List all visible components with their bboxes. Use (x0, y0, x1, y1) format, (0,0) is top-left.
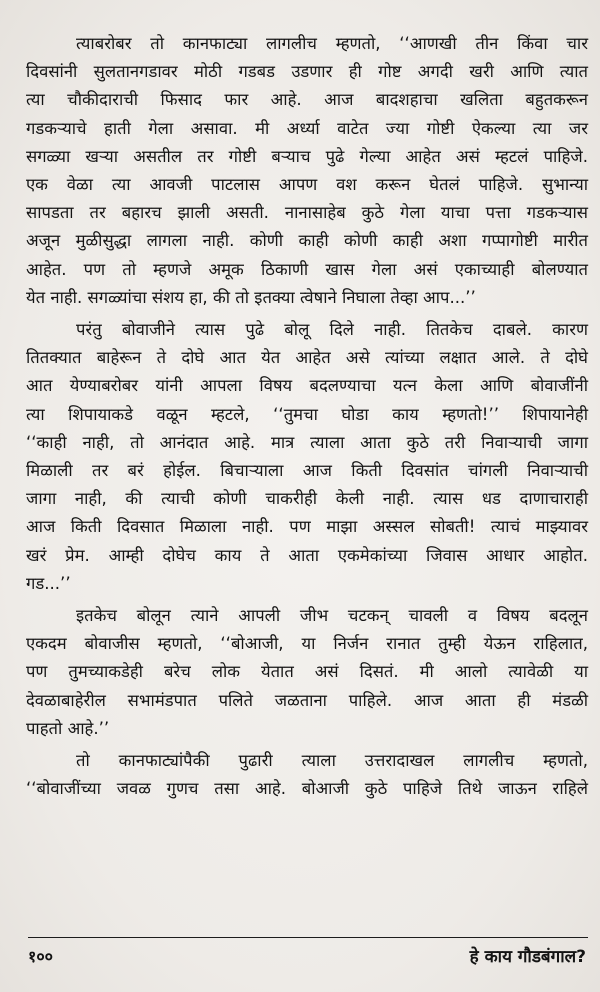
text-line: एकदम बोवाजीस म्हणतो, ‘‘बोआजी, या निर्जन रानात तुम्ही येऊन राहिलात, (26, 634, 588, 654)
text-line: ‘‘काही नाही, तो आनंदात आहे. मात्र त्याला आता कुठे तरी निवाऱ्याची जागा (26, 432, 588, 452)
text-line: मिळाली तर बरं होईल. बिचाऱ्याला आज किती दिवसांत चांगली निवाऱ्याची (26, 461, 588, 481)
paragraph-1 (26, 30, 588, 312)
text-line: सापडता तर बहारच झाली असती. नानासाहेब कुठे गेला याचा पत्ता गडकऱ्यास (26, 203, 588, 223)
text-line: अजून मुळीसुद्धा लागला नाही. कोणी काही कोणी काही अशा गप्पागोष्टी मारीत (26, 231, 588, 251)
text-line: गड...’’ (26, 573, 71, 593)
text-line: ‘‘बोवाजींच्या जवळ गुणच तसा आहे. बोआजी कुठे पाहिजे तिथे जाऊन राहिले (26, 779, 588, 799)
footer-divider (28, 937, 588, 938)
text-line: तो कानफाट्यांपैकी पुढारी त्याला उत्तरादाखल लागलीच म्हणतो, (76, 751, 588, 771)
running-footer-title: हे काय गौडबंगाल? (469, 947, 586, 967)
text-line: येत नाही. सगळ्यांचा संशय हा, की तो इतक्या त्वेषाने निघाला तेव्हा आप...’’ (26, 287, 476, 307)
text-line: सगळ्या खऱ्या असतील तर गोष्टी बऱ्याच पुढे गेल्या आहेत असं म्हटलं पाहिजे. (26, 146, 588, 166)
paragraph-3 (26, 602, 588, 743)
text-line: पण तुमच्याकडेही बरेच लोक येतात असं दिसतं. मी आलो त्यावेळी या (26, 662, 588, 682)
text-line: आत येण्याबरोबर यांनी आपला विषय बदलण्याचा यत्न केला आणि बोवाजींनी (26, 376, 588, 396)
text-line: त्या शिपायाकडे वळून म्हटले, ‘‘तुमचा घोडा काय म्हणतो!’’ शिपायानेही (26, 404, 588, 424)
text-line: एक वेळा त्या आवजी पाटलास आपण वश करून घेतलं पाहिजे. सुभान्या (26, 175, 588, 195)
text-line: गडकऱ्याचे हाती गेला असावा. मी अर्ध्या वाटेत ज्या गोष्टी ऐकल्या त्या जर (26, 118, 588, 138)
paragraph-2 (26, 316, 588, 598)
text-line: जागा नाही, की त्याची कोणी चाकरीही केली नाही. त्यास धड दाणाचाराही (26, 489, 588, 509)
text-line: दिवसांनी सुलतानगडावर मोठी गडबड उडणार ही गोष्ट अगदी खरी आणि त्यात (26, 62, 588, 82)
page-number: १०० (28, 947, 53, 966)
text-line: खरं प्रेम. आम्ही दोघेच काय ते आता एकमेकांच्या जिवास आधार आहोत. (26, 545, 588, 565)
text-line: आहेत. पण तो म्हणजे अमूक ठिकाणी खास गेला असं एकाच्याही बोलण्यात (26, 259, 588, 279)
text-line: त्याबरोबर तो कानफाट्या लागलीच म्हणतो, ‘‘आणखी तीन किंवा चार (76, 34, 588, 53)
text-line: पाहतो आहे.’’ (26, 718, 110, 738)
text-line: आज किती दिवसात मिळाला नाही. पण माझा अस्सल सोबती! त्याचं माझ्यावर (26, 517, 588, 537)
paragraph-4 (26, 747, 588, 803)
text-line: तितक्यात बाहेरून ते दोघे आत येत आहेत असे त्यांच्या लक्षात आले. ते दोघे (26, 348, 588, 368)
text-line: इतकेच बोलून त्याने आपली जीभ चटकन् चावली व विषय बदलून (76, 606, 588, 626)
body-text (26, 30, 588, 803)
text-line: त्या चौकीदाराची फिसाद फार आहे. आज बादशहाचा खलिता बहुतकरून (26, 90, 588, 110)
text-line: परंतु बोवाजीने त्यास पुढे बोलू दिले नाही. तितकेच दाबले. कारण (76, 320, 588, 340)
text-line: देवळाबाहेरील सभामंडपात पलिते जळताना पाहिले. आज आता ही मंडळी (26, 690, 588, 710)
